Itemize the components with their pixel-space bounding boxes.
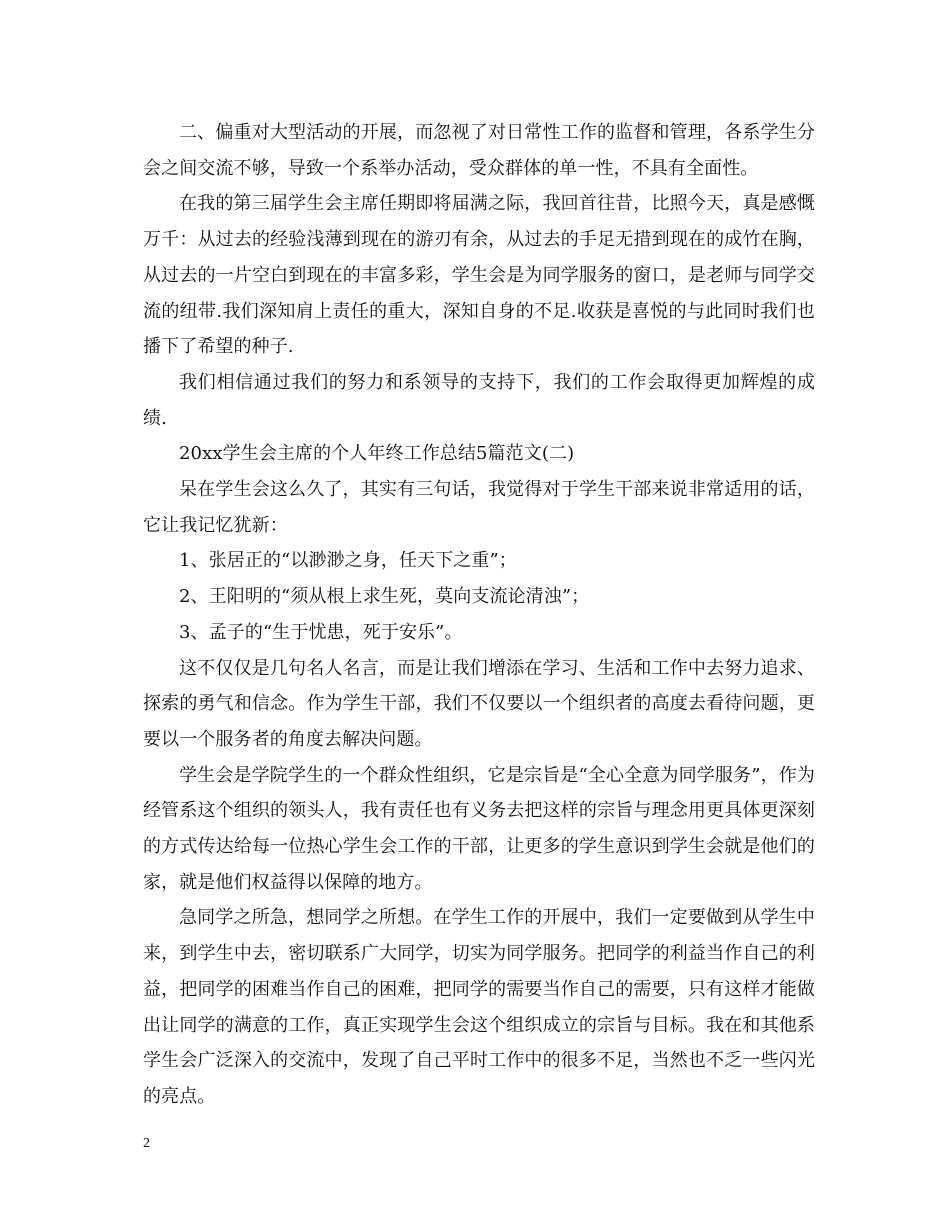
quote-item-1: 1、张居正的“以渺渺之身，任天下之重”； xyxy=(179,550,517,572)
paragraph-term-reflection: 在我的第三届学生会主席任期即将届满之际，我回首往昔，比照今天，真是感慨万千：从过去的经验浅薄到现在的游刃有余，从过去的手足无措到现在的成竹在胸，从过去的一片空白到现在的丰富多彩，学生会是为同学服务的窗口，是老师与同学交流的纽带.我们深知肩上责任的重大，深知自身的不足.收获是喜悦的与此同时我们也播下了希望的种子. xyxy=(143,193,815,358)
paragraph-confidence: 我们相信通过我们的努力和系领导的支持下，我们的工作会取得更加辉煌的成绩. xyxy=(143,371,815,429)
quote-item-3: 3、孟子的“生于忧患，死于安乐”。 xyxy=(179,621,463,643)
page-number: 2 xyxy=(143,1136,150,1151)
paragraph-weakness-two: 二、偏重对大型活动的开展，而忽视了对日常性工作的监督和管理，各系学生分会之间交流不够，导致一个系举办活动，受众群体的单一性，不具有全面性。 xyxy=(143,122,815,179)
document-body xyxy=(143,115,815,1115)
quote-item-2: 2、王阳明的“须从根上求生死，莫向支流论清浊”； xyxy=(179,586,590,608)
paragraph-quotes-meaning: 这不仅仅是几句名人名言，而是让我们增添在学习、生活和工作中去努力追求、探索的勇气和信念。作为学生干部，我们不仅要以一个组织者的高度去看待问题，更要以一个服务者的角度去解决问题。 xyxy=(143,657,815,750)
paragraph-student-union-purpose: 学生会是学院学生的一个群众性组织，它是宗旨是“全心全意为同学服务”，作为经管系这个组织的领头人，我有责任也有义务去把这样的宗旨与理念用更具体更深刻的方式传达给每一位热心学生会工作的干部，让更多的学生意识到学生会就是他们的家，就是他们权益得以保障的地方。 xyxy=(143,764,815,893)
paragraph-three-sayings-intro: 呆在学生会这么久了，其实有三句话，我觉得对于学生干部来说非常适用的话，它让我记忆犹新： xyxy=(143,479,815,536)
section-heading: 20xx学生会主席的个人年终工作总结5篇范文(二) xyxy=(179,443,575,465)
paragraph-serve-students: 急同学之所急，想同学之所想。在学生工作的开展中，我们一定要做到从学生中来，到学生中去，密切联系广大同学，切实为同学服务。把同学的利益当作自己的利益，把同学的困难当作自己的困难，把同学的需要当作自己的需要，只有这样才能做出让同学的满意的工作，真正实现学生会这个组织成立的宗旨与目标。我在和其他系学生会广泛深入的交流中，发现了自己平时工作中的很多不足，当然也不乏一些闪光的亮点。 xyxy=(143,907,815,1107)
